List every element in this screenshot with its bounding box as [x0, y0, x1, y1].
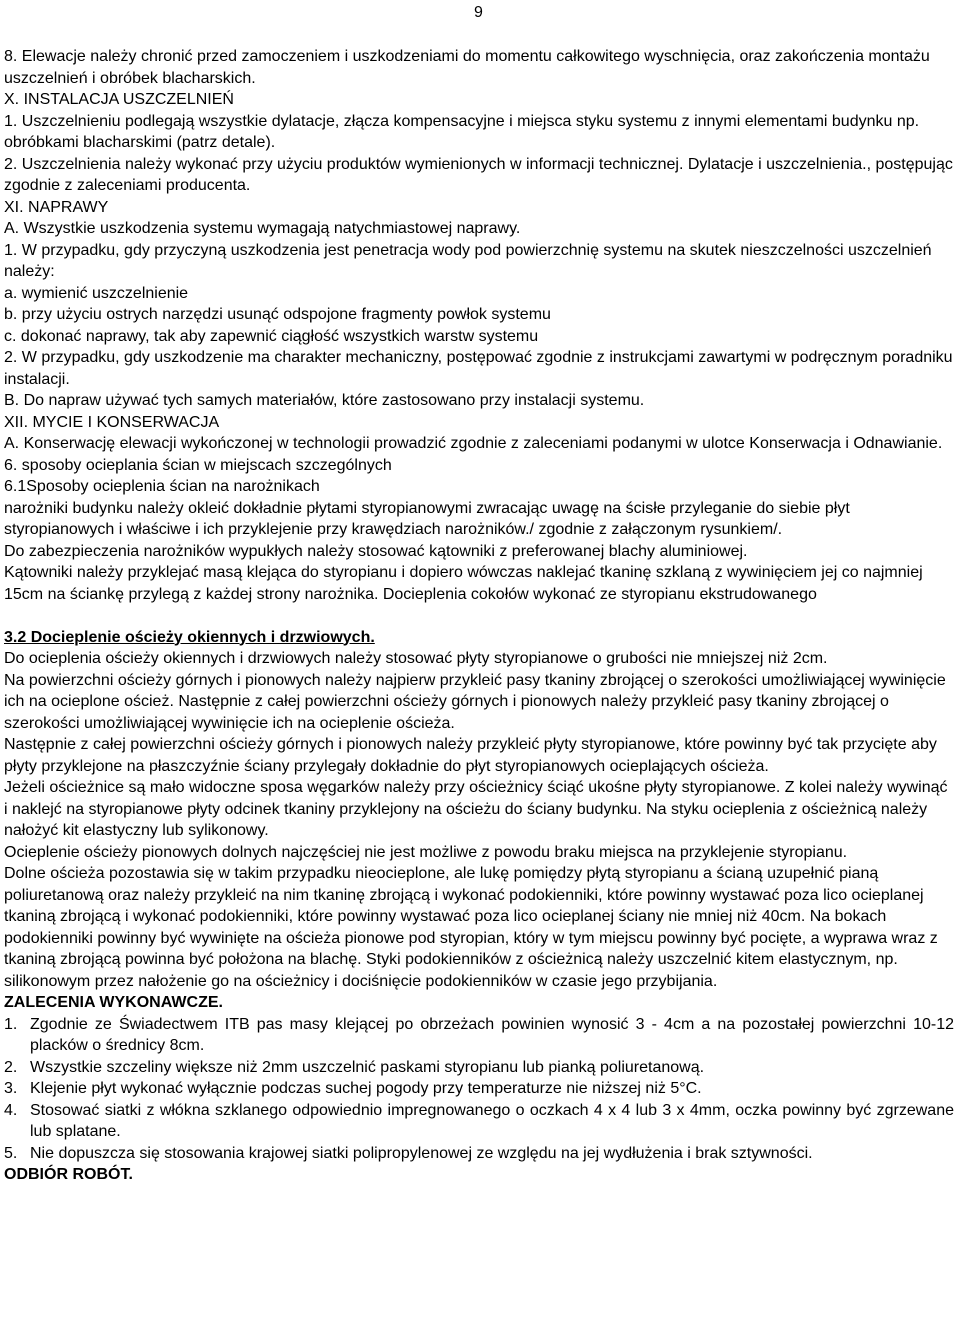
item-number: 4.: [4, 1101, 18, 1119]
section-heading: XI. NAPRAWY: [4, 198, 109, 216]
paragraph: 6. sposoby ocieplania ścian w miejscach szczególnych: [4, 456, 392, 474]
paragraph: narożniki budynku należy okleić dokładnie płytami styropianowymi zwracając uwagę na ścisłe przyleganie do siebie płyt styropianowych i właściwe i ich przyklejenie przy krawędziach narożników./ zgodnie z załączonym rysunkiem/.: [4, 499, 850, 538]
item-text: Zgodnie ze Świadectwem ITB pas masy klejącej po obrzeżach powinien wynosić 3 - 4cm a na pozostałej powierzchni 10-12 placków o średnicy 8cm.: [30, 1015, 954, 1054]
recommendation-item: [4, 1014, 954, 1057]
list-item: c. dokonać naprawy, tak aby zapewnić ciągłość wszystkich warstw systemu: [4, 327, 539, 345]
paragraph: 1. W przypadku, gdy przyczyną uszkodzenia jest penetracja wody pod powierzchnię systemu na skutek nieszczelności uszczelnień należy:: [4, 241, 932, 280]
item-number: 2.: [4, 1058, 18, 1076]
list-item: b. przy użyciu ostrych narzędzi usunąć odspojone fragmenty powłok systemu: [4, 306, 551, 323]
paragraph: 2. Uszczelnienia należy wykonać przy użyciu produktów wymienionych w informacji technicznej. Dylatacje i uszczelnienia., postępując zgodnie z zaleceniami producenta.: [4, 155, 953, 194]
item-text: Nie dopuszcza się stosowania krajowej siatki polipropylenowej ze względu na jej wydłużenia i brak sztywności.: [30, 1144, 813, 1162]
blank-line: [4, 605, 954, 627]
paragraph: Do zabezpieczenia narożników wypukłych należy stosować kątowniki z preferowanej blachy aluminiowej.: [4, 542, 748, 560]
item-text: Stosować siatki z włókna szklanego odpowiednio impregnowanego o oczkach 4 x 4 lub 3 x 4mm, oczka powinny być zgrzewane lub splatane.: [30, 1101, 954, 1140]
subsection-heading: 3.2 Docieplenie ościeży okiennych i drzwiowych.: [4, 628, 375, 646]
paragraph: A. Konserwację elewacji wykończonej w technologii prowadzić zgodnie z zaleceniami podanymi w ulotce Konserwacja i Odnawianie.: [4, 435, 943, 452]
paragraph: Ocieplenie ościeży pionowych dolnych najczęściej nie jest możliwe z powodu braku miejsca na przyklejenie styropianu.: [4, 843, 848, 861]
paragraph: Kątowniki należy przyklejać masą klejąca do styropianu i dopiero wówczas naklejać tkaninę szklaną z wywinięciem jej co najmniej 15cm na ściankę przylegą z każdej strony narożnika. Docieplenia cokołów wykonać ze styropianu ekstrudowanego: [4, 564, 923, 603]
final-heading: ODBIÓR ROBÓT.: [4, 1166, 133, 1183]
paragraph: 6.1Sposoby ocieplenia ścian na narożnikach: [4, 478, 320, 495]
paragraph: 2. W przypadku, gdy uszkodzenie ma charakter mechaniczny, postępować zgodnie z instrukcjami zawartymi w podręcznym poradniku instalacji.: [4, 349, 953, 388]
item-number: 1.: [4, 1015, 18, 1033]
paragraph: Jeżeli ościeżnice są mało widoczne sposa węgarków należy przy ościeżnicy ściąć ukośne płyty styropianowe. Z kolei należy wywinąć i naklejć na styropianowe płyty odcinek tkaniny przyklejony na ościeżu do ściany budynku. Na styku ocieplenia z ościeżnicą należy nałożyć kit elastyczny lub sylikonowy.: [4, 779, 948, 839]
recommendations-heading: ZALECENIA WYKONAWCZE.: [4, 994, 223, 1011]
recommendation-item: [4, 1057, 954, 1079]
list-item: a. wymienić uszczelnienie: [4, 284, 189, 302]
page-number: 9: [474, 4, 483, 21]
paragraph: Dolne ościeża pozostawia się w takim przypadku nieocieplone, ale lukę pomiędzy płytą styropianu a ścianą uzupełnić pianą poliuretanową oraz należy przykleić na nim tkaninę zbrojącą i wykonać podokienniki, które powinny wystawać poza lico ocieplanej tkaniną zbrojącą i wykonać podokienniki, które powinny wystawać poza lico ocieplanej ściany nie mniej niż 40cm. Na bokach podokienniki powinny być wywinięte na ościeża pionowe pod styropian, który w tym miejscu powinny być pocięte, a wyprawa wraz z tkaniną zbrojącą powinna być położona na blachę. Styki podokienników z ościeżnicą należy uszczelnić kitem elastycznym, np. silikonowym przez nałożenie go na ościeżnicy i dociśnięcie podokienników w czasie jego przybijania.: [4, 865, 938, 990]
item-text: Wszystkie szczeliny większe niż 2mm uszczelnić paskami styropianu lub pianką poliuretanową.: [30, 1058, 705, 1076]
paragraph: Następnie z całej powierzchni ościeży górnych i pionowych należy przykleić płyty styropianowe, które powinny być tak przycięte aby płyty przyklejone na płaszczyźnie ściany przylegały dokładnie do płyt styropianowych ocieplających ościeża.: [4, 736, 937, 775]
item-number: 5.: [4, 1144, 18, 1162]
section-heading: XII. MYCIE I KONSERWACJA: [4, 413, 220, 431]
paragraph: B. Do napraw używać tych samych materiałów, które zastosowano przy instalacji systemu.: [4, 392, 645, 409]
section-heading: X. INSTALACJA USZCZELNIEŃ: [4, 91, 234, 108]
paragraph: A. Wszystkie uszkodzenia systemu wymagają natychmiastowej naprawy.: [4, 220, 521, 237]
recommendation-item: [4, 1143, 954, 1165]
paragraph: Do ocieplenia ościeży okiennych i drzwiowych należy stosować płyty styropianowe o grubości nie mniejszej niż 2cm.: [4, 650, 828, 667]
paragraph: 8. Elewacje należy chronić przed zamoczeniem i uszkodzeniami do momentu całkowitego wyschnięcia, oraz zakończenia montażu uszczelnień i obróbek blacharskich.: [4, 48, 930, 87]
item-number: 3.: [4, 1080, 18, 1097]
item-text: Klejenie płyt wykonać wyłącznie podczas suchej pogody przy temperaturze nie niższej niż 5°C.: [30, 1080, 702, 1097]
recommendation-item: [4, 1078, 954, 1100]
recommendation-item: [4, 1100, 954, 1143]
paragraph: 1. Uszczelnieniu podlegają wszystkie dylatacje, złącza kompensacyjne i miejsca styku systemu z innymi elementami budynku np. obróbkami blacharskimi (patrz detale).: [4, 112, 920, 151]
document-body: [4, 46, 954, 1186]
paragraph: Na powierzchni ościeży górnych i pionowych należy najpierw przykleić pasy tkaniny zbrojącej o szerokości umożliwiającej wywinięcie ich na ocieplone oścież. Następnie z całej powierzchni ościeży górnych i pionowych należy przykleić pasy tkaniny zbrojącej o szerokości umożliwiającej wywinięcie ich na ocieplenie ościeża.: [4, 671, 946, 732]
